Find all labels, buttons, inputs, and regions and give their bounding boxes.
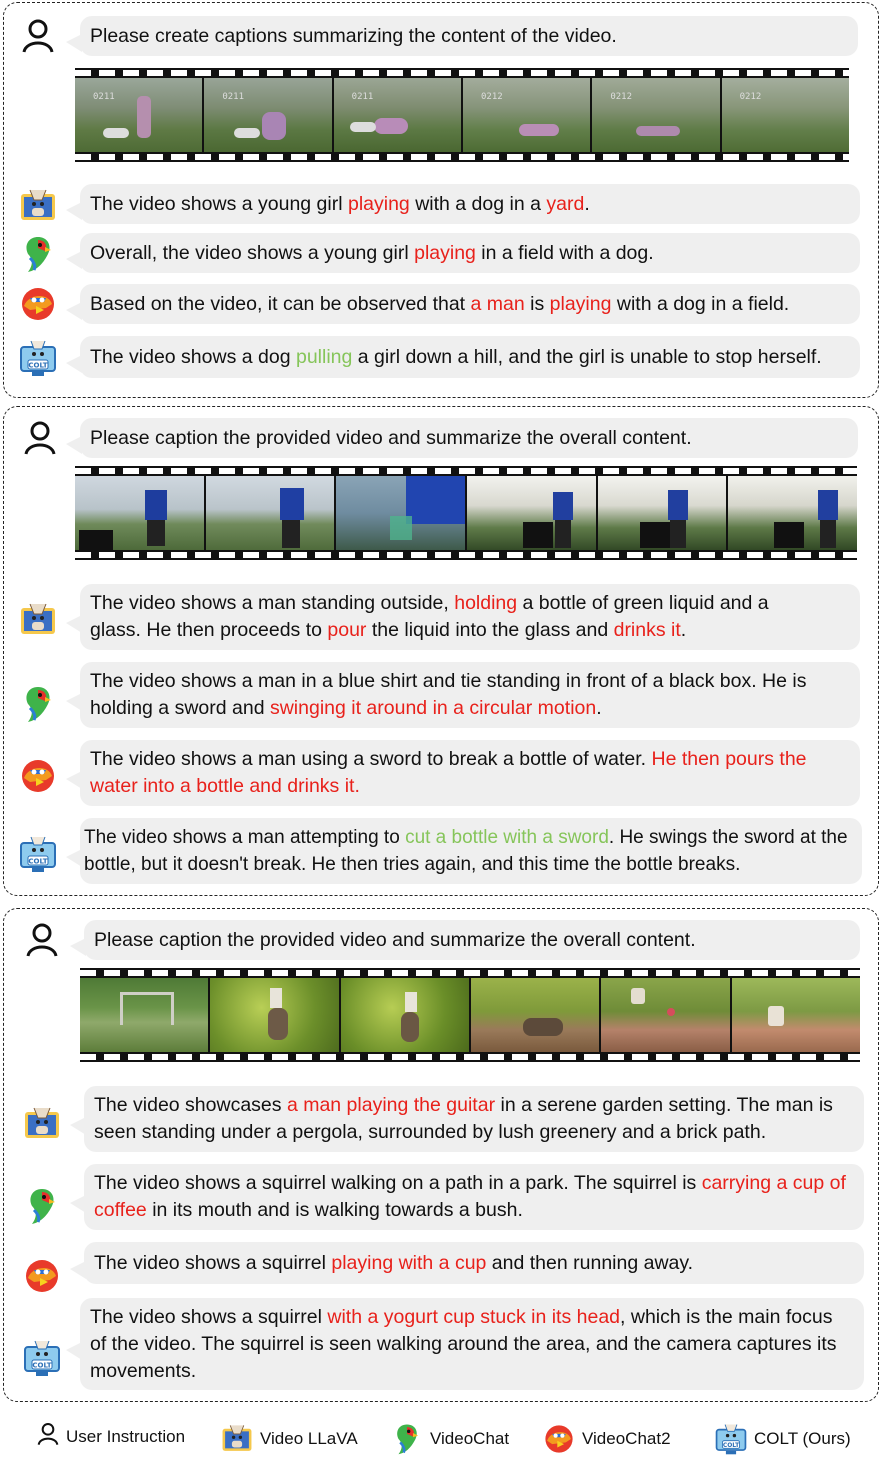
user-icon: [24, 922, 64, 962]
video-frame: [598, 476, 727, 550]
text-segment: in its mouth and is walking towards a bush.: [146, 1199, 523, 1221]
video-frame: [471, 978, 599, 1052]
legend-videochat2: [542, 1422, 671, 1456]
user-icon: [22, 420, 62, 460]
legend-user: [36, 1422, 185, 1451]
highlight-red: carrying a cup of coffee: [94, 1172, 846, 1221]
text-segment: .: [680, 619, 687, 641]
svg-text:COLT: COLT: [722, 1442, 740, 1450]
text-segment: and then running away.: [486, 1251, 694, 1274]
highlight-red: drinks it: [613, 619, 681, 641]
video-filmstrip: [80, 968, 860, 1062]
videochat2-icon: [22, 1256, 62, 1296]
response-text: [90, 590, 790, 644]
text-segment: The video shows a man using a sword to break a bottle of water.: [90, 748, 652, 770]
text-segment: the liquid into the glass and: [366, 619, 614, 641]
videochat2-icon: [542, 1422, 576, 1456]
colt-response: [80, 818, 862, 884]
video-filmstrip: [75, 466, 857, 560]
videochat2-icon: [18, 284, 58, 324]
video-frame: [210, 978, 338, 1052]
text-segment: .: [596, 697, 602, 719]
videollava-response: [80, 184, 860, 224]
highlight-red: a man: [470, 292, 525, 315]
videollava-icon: [22, 1104, 62, 1144]
videochat2-response: [80, 284, 860, 324]
user-instruction-bubble: [80, 418, 858, 458]
videollava-icon: [18, 186, 58, 226]
video-frame: [732, 978, 860, 1052]
user-instruction-bubble: [84, 920, 860, 960]
frame-stamp: 0212: [610, 92, 632, 102]
text-segment: in a field with a dog.: [475, 241, 654, 264]
text-segment: The video shows a squirrel: [94, 1251, 332, 1274]
videochat-response: [80, 662, 860, 728]
response-text: [94, 1250, 693, 1277]
legend-videollava: [220, 1422, 358, 1456]
frame-stamp: 0211: [93, 92, 115, 102]
video-filmstrip: [75, 68, 849, 162]
colt-icon: [18, 338, 58, 378]
text-segment: The video shows a man in a blue shirt and tie standing in front of a black box. He is holding a sword and: [90, 670, 807, 719]
colt-icon: [18, 834, 58, 874]
videollava-response: [84, 1086, 864, 1152]
legend-label: Video LLaVA: [260, 1429, 358, 1448]
text-segment: .: [584, 192, 590, 215]
user-instruction-bubble: [80, 16, 858, 56]
videochat-icon: [390, 1422, 424, 1456]
user-icon: [36, 1422, 60, 1451]
highlight-red: yard: [546, 192, 585, 215]
video-frame: [206, 476, 335, 550]
videollava-response: [80, 584, 860, 650]
videochat-icon: [18, 684, 58, 724]
highlight-red: playing: [549, 292, 612, 315]
video-frame: [75, 78, 202, 152]
videochat-response: [80, 233, 860, 273]
user-instruction-text: Please create captions summarizing the content of the video.: [90, 24, 617, 47]
highlight-red: with a yogurt cup stuck in its head: [327, 1305, 621, 1328]
highlight-red: a man playing the guitar: [286, 1094, 496, 1116]
text-segment: The video shows a squirrel walking on a path in a park. The squirrel is: [94, 1172, 702, 1194]
response-text: [90, 668, 850, 722]
videochat2-icon: [18, 756, 58, 796]
video-frame: [334, 78, 461, 152]
colt-response: [80, 1298, 864, 1390]
colt-icon: [714, 1422, 748, 1456]
colt-icon: [22, 1338, 62, 1378]
videochat-response: [84, 1164, 864, 1230]
legend-label: VideoChat: [430, 1429, 510, 1448]
text-segment: . He swings the sword at the bottle, but it doesn't break. He then tries again, and this time the bottle breaks.: [84, 827, 848, 875]
videollava-icon: [220, 1422, 254, 1456]
text-segment: The video shows a dog: [90, 345, 296, 368]
legend: [0, 1416, 884, 1456]
text-segment: is: [524, 292, 550, 315]
svg-text:COLT: COLT: [28, 857, 48, 866]
text-segment: The video shows a man attempting to: [84, 827, 406, 848]
video-frame: [728, 476, 857, 550]
video-frame: [75, 476, 204, 550]
videochat-icon: [18, 234, 58, 274]
video-frame: [336, 476, 465, 550]
text-segment: Based on the video, it can be observed that: [90, 292, 471, 315]
svg-text:COLT: COLT: [32, 1361, 52, 1370]
highlight-red: holding: [454, 592, 518, 614]
videochat2-response: [84, 1242, 864, 1284]
video-frame: [463, 78, 590, 152]
response-text: [90, 191, 590, 218]
frame-stamp: 0212: [480, 92, 503, 102]
video-frame: [204, 78, 331, 152]
text-segment: The video shows a man standing outside,: [90, 592, 455, 614]
text-segment: a bottle of green liquid and a glass. He then proceeds to: [90, 592, 769, 641]
highlight-red: playing: [347, 192, 410, 215]
video-frame: [341, 978, 469, 1052]
text-segment: The video shows a young girl: [90, 192, 348, 215]
highlight-red: playing: [414, 241, 476, 264]
user-instruction-text: Please caption the provided video and summarize the overall content.: [94, 928, 696, 951]
text-segment: , which is the main focus of the video. The squirrel is seen walking around the area, and the camera captures its movements.: [90, 1305, 837, 1382]
text-segment: with a dog in a field.: [611, 292, 790, 315]
video-frame: [601, 978, 729, 1052]
highlight-red: swinging it around in a circular motion: [269, 697, 597, 719]
legend-colt: [714, 1422, 851, 1456]
frame-stamp: 0211: [222, 92, 245, 102]
videochat-icon: [22, 1186, 62, 1226]
response-text: [90, 1304, 850, 1385]
response-text: [90, 291, 789, 318]
frame-stamp: 0212: [739, 92, 762, 102]
frame-stamp: 0211: [351, 92, 374, 102]
legend-videochat: [390, 1422, 509, 1456]
video-frame: [722, 78, 849, 152]
highlight-red: pour: [327, 619, 367, 641]
response-text: [94, 1170, 854, 1224]
text-segment: The video shows a squirrel: [90, 1305, 328, 1328]
highlight-green: pulling: [295, 345, 353, 368]
text-segment: The video showcases: [94, 1094, 287, 1116]
highlight-red: He then pours the water into a bottle and drinks it.: [90, 748, 807, 797]
video-frame: [592, 78, 719, 152]
legend-label: COLT (Ours): [754, 1429, 851, 1448]
highlight-green: cut a bottle with a sword: [405, 827, 609, 848]
legend-label: User Instruction: [66, 1426, 186, 1446]
response-text: [90, 344, 822, 371]
user-instruction-text: Please caption the provided video and summarize the overall content.: [90, 426, 692, 449]
text-segment: Overall, the video shows a young girl: [90, 241, 415, 264]
video-frame: [467, 476, 596, 550]
colt-response: [80, 336, 860, 378]
response-text: [90, 240, 654, 267]
video-frame: [80, 978, 208, 1052]
response-text: [84, 824, 858, 878]
videochat2-response: [80, 740, 860, 806]
legend-label: VideoChat2: [582, 1429, 671, 1448]
svg-text:COLT: COLT: [28, 361, 48, 370]
response-text: [90, 746, 850, 800]
highlight-red: playing with a cup: [331, 1251, 487, 1274]
videollava-icon: [18, 600, 58, 640]
text-segment: with a dog in a: [409, 192, 547, 215]
user-icon: [20, 18, 60, 58]
text-segment: a girl down a hill, and the girl is unable to stop herself.: [352, 345, 822, 368]
response-text: [94, 1092, 854, 1146]
text-segment: in a serene garden setting. The man is seen standing under a pergola, surrounded by lush greenery and a brick path.: [94, 1094, 833, 1143]
